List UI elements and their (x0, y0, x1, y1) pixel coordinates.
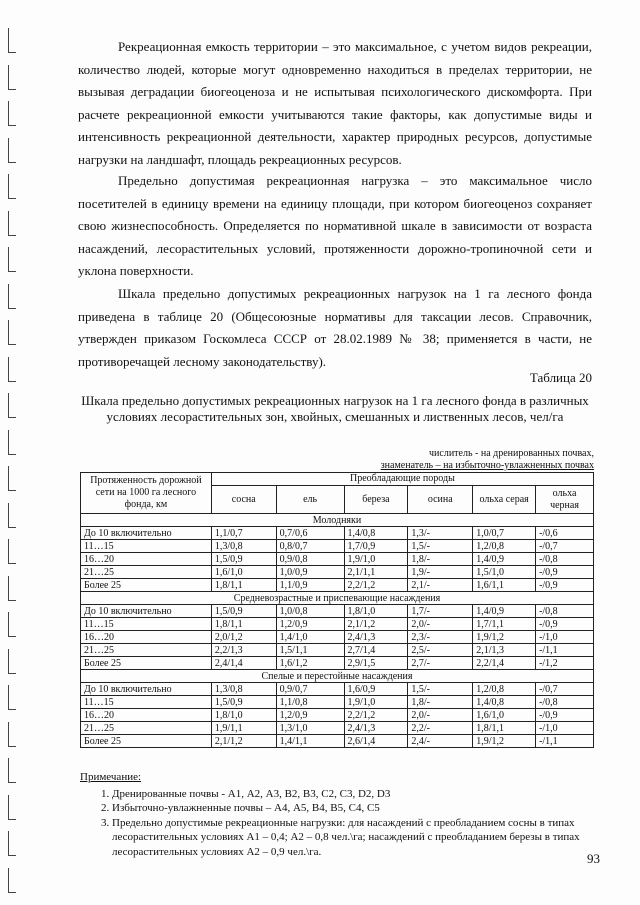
table-cell: 1,9/1,0 (344, 696, 408, 709)
header-species: ель (276, 486, 344, 514)
table-cell: 1,8/1,1 (211, 579, 276, 592)
table-number: Таблица 20 (529, 370, 592, 385)
table-cell: 1,5/- (408, 683, 473, 696)
table-cell: 1,9/1,2 (473, 735, 536, 748)
table-cell: 1,4/0,9 (473, 553, 536, 566)
table-cell: -/1,2 (536, 657, 594, 670)
section-title: Средневозрастные и приспевающие насаждения (81, 592, 594, 605)
legend-numerator: числитель - на дренированных почвах, (429, 448, 594, 459)
header-road-network: Протяженность дорожной сети на 1000 га лесного фонда, км (81, 473, 212, 514)
table-cell: 1,4/1,1 (276, 735, 344, 748)
table-cell: 1,3/1,0 (276, 722, 344, 735)
header-species: сосна (211, 486, 276, 514)
table-cell: -/0,7 (536, 540, 594, 553)
binding-mark (8, 28, 16, 53)
row-label: 16…20 (81, 709, 212, 722)
table-cell: 1,8/1,0 (211, 709, 276, 722)
table-cell: 1,2/0,8 (473, 540, 536, 553)
table-cell: 1,9/1,0 (344, 553, 408, 566)
table-cell: -/0,6 (536, 527, 594, 540)
table-legend (234, 448, 594, 472)
table-row (81, 540, 594, 553)
table-cell: 1,5/0,9 (211, 605, 276, 618)
table-cell: 2,4/1,4 (211, 657, 276, 670)
table-cell: 2,2/1,3 (211, 644, 276, 657)
table-cell: 1,8/1,0 (344, 605, 408, 618)
table-cell: 1,2/0,9 (276, 618, 344, 631)
table-cell: 0,9/0,8 (276, 553, 344, 566)
table-cell: -/0,9 (536, 566, 594, 579)
table-row (81, 618, 594, 631)
row-label: Более 25 (81, 657, 212, 670)
table-cell: 1,0/0,8 (276, 605, 344, 618)
table-row (81, 683, 594, 696)
binding-mark (8, 247, 16, 272)
table-cell: 2,5/- (408, 644, 473, 657)
table-cell: 0,7/0,6 (276, 527, 344, 540)
binding-mark (8, 722, 16, 747)
table-cell: 1,2/0,8 (473, 683, 536, 696)
table-cell: 2,4/1,3 (344, 722, 408, 735)
table-cell: 1,5/- (408, 540, 473, 553)
table-cell: 2,2/1,2 (344, 579, 408, 592)
paragraph-2: Предельно допустимая рекреационная нагрузка – это максимальное число посетителей в единицу времени на единицу площади, при котором биогеоценоз сохраняет свою жизнеспособность. Определяется по нормативной шкале в зависимости от возраста насаждений, лесорастительных условий, протяженности дорожно-тропиночной сети и уклона поверхности. (78, 173, 592, 279)
table-cell: 2,1/1,1 (344, 566, 408, 579)
table-cell: 0,8/0,7 (276, 540, 344, 553)
header-species: осина (408, 486, 473, 514)
table-cell: 1,6/1,2 (276, 657, 344, 670)
note-item: 3. Предельно допустимые рекреационные нагрузки: для насаждений с преобладанием сосны в типах лесорастительных условиях А1 – 0,4; А2 – 0,8 чел.\га; насаждений с преобладанием березы в типах лесорастительных условиях А2 – 0,9 чел.\га. (112, 816, 594, 860)
binding-mark (8, 138, 16, 163)
page-number: 93 (587, 851, 600, 866)
table-cell: 1,4/0,8 (473, 696, 536, 709)
notes-heading: Примечание: (80, 771, 142, 783)
table-cell: 1,1/0,9 (276, 579, 344, 592)
table-cell: 1,0/0,7 (473, 527, 536, 540)
section-title: Молодняки (81, 514, 594, 527)
table-cell: 2,2/1,2 (344, 709, 408, 722)
binding-mark (8, 685, 16, 710)
table-cell: -/1,1 (536, 644, 594, 657)
table-cell: 1,6/1,0 (473, 709, 536, 722)
table-cell: 1,7/0,9 (344, 540, 408, 553)
binding-mark (8, 649, 16, 674)
table-cell: 1,4/1,0 (276, 631, 344, 644)
table-cell: 1,1/0,8 (276, 696, 344, 709)
table-cell: 2,1/1,3 (473, 644, 536, 657)
header-species: ольха серая (473, 486, 536, 514)
table-row (81, 735, 594, 748)
table-cell: 2,0/1,2 (211, 631, 276, 644)
binding-mark (8, 612, 16, 637)
notes (80, 770, 594, 859)
row-label: 16…20 (81, 631, 212, 644)
row-label: 11…15 (81, 696, 212, 709)
binding-mark (8, 758, 16, 783)
row-label: 21…25 (81, 566, 212, 579)
row-label: 11…15 (81, 618, 212, 631)
table-row (81, 553, 594, 566)
table-cell: 1,1/0,7 (211, 527, 276, 540)
table-cell: -/0,7 (536, 683, 594, 696)
table-cell: 2,9/1,5 (344, 657, 408, 670)
binding-mark (8, 357, 16, 382)
table-cell: 1,6/1,1 (473, 579, 536, 592)
table-cell: -/0,8 (536, 553, 594, 566)
table-cell: 1,9/- (408, 566, 473, 579)
table-cell: 2,1/1,2 (344, 618, 408, 631)
table-row (81, 579, 594, 592)
row-label: 21…25 (81, 722, 212, 735)
table-row (81, 696, 594, 709)
recreation-load-table (80, 472, 594, 748)
table-cell: 2,0/- (408, 709, 473, 722)
table-cell: 1,5/1,1 (276, 644, 344, 657)
table-cell: 1,0/0,9 (276, 566, 344, 579)
note-item: 1. Дренированные почвы - А1, А2, А3, В2, В3, С2, С3, D2, D3 (112, 787, 594, 802)
header-species: береза (344, 486, 408, 514)
table-cell: 1,5/0,9 (211, 553, 276, 566)
table-cell: -/0,9 (536, 709, 594, 722)
table-cell: 2,1/- (408, 579, 473, 592)
table-cell: -/0,9 (536, 618, 594, 631)
table-cell: 1,4/0,8 (344, 527, 408, 540)
table-cell: 1,8/- (408, 553, 473, 566)
table-cell: 1,8/1,1 (473, 722, 536, 735)
table-cell: 2,7/1,4 (344, 644, 408, 657)
table-cell: 2,6/1,4 (344, 735, 408, 748)
binding-mark (8, 831, 16, 856)
note-item: 2. Избыточно-увлажненные почвы – А4, А5, В4, В5, С4, С5 (112, 801, 594, 816)
table-cell: 2,4/1,3 (344, 631, 408, 644)
binding-mark (8, 101, 16, 126)
paragraph-1: Рекреационная емкость территории – это максимальное, с учетом видов рекреации, количество людей, которые могут одновременно находиться в пределах территории, не вызывая деградации биогеоценоза и не испытывая психологического дискомфорта. При расчете рекреационной емкости учитываются такие факторы, как допустимые виды и интенсивность рекреационной деятельности, характер природных ресурсов, допустимые нагрузки на ландшафт, площадь рекреационных ресурсов. (78, 39, 592, 167)
table-cell: 1,9/1,1 (211, 722, 276, 735)
row-label: 16…20 (81, 553, 212, 566)
table-cell: 1,6/1,0 (211, 566, 276, 579)
binding-mark (8, 795, 16, 820)
header-species-group: Преобладающие породы (211, 473, 593, 486)
table-cell: 2,7/- (408, 657, 473, 670)
table-cell: 1,7/- (408, 605, 473, 618)
table-cell: 1,5/0,9 (211, 696, 276, 709)
binding-mark (8, 503, 16, 528)
binding-mark (8, 211, 16, 236)
binding-mark (8, 320, 16, 345)
table-cell: 1,3/- (408, 527, 473, 540)
row-label: 11…15 (81, 540, 212, 553)
table-cell: 1,9/1,2 (473, 631, 536, 644)
header-species: ольха черная (536, 486, 594, 514)
row-label: Более 25 (81, 579, 212, 592)
table-cell: 1,6/0,9 (344, 683, 408, 696)
row-label: 21…25 (81, 644, 212, 657)
table-row (81, 605, 594, 618)
table-cell: -/0,8 (536, 605, 594, 618)
table-row (81, 722, 594, 735)
table-cell: 1,2/0,9 (276, 709, 344, 722)
legend-denominator: знаменатель – на избыточно-увлажненных почвах (380, 460, 594, 471)
binding-mark (8, 868, 16, 893)
row-label: До 10 включительно (81, 605, 212, 618)
table-cell: 1,3/0,8 (211, 683, 276, 696)
table-cell: -/1,0 (536, 722, 594, 735)
table-row (81, 566, 594, 579)
table-cell: -/0,8 (536, 696, 594, 709)
section-title: Спелые и перестойные насаждения (81, 670, 594, 683)
binding-mark (8, 284, 16, 309)
table-row (81, 644, 594, 657)
binding-mark (8, 430, 16, 455)
table-cell: 2,2/1,4 (473, 657, 536, 670)
table-cell: 2,1/1,2 (211, 735, 276, 748)
row-label: До 10 включительно (81, 527, 212, 540)
table-cell: 1,8/1,1 (211, 618, 276, 631)
table-cell: 2,3/- (408, 631, 473, 644)
table-cell: 2,4/- (408, 735, 473, 748)
table-cell: 1,7/1,1 (473, 618, 536, 631)
table-row (81, 657, 594, 670)
row-label: Более 25 (81, 735, 212, 748)
row-label: До 10 включительно (81, 683, 212, 696)
binding-mark (8, 393, 16, 418)
binding-mark (8, 65, 16, 90)
table-cell: 2,0/- (408, 618, 473, 631)
binding-margin-marks (6, 0, 18, 905)
table-cell: 1,4/0,9 (473, 605, 536, 618)
binding-mark (8, 174, 16, 199)
table-cell: -/1,1 (536, 735, 594, 748)
table-cell: 1,3/0,8 (211, 540, 276, 553)
table-cell: 1,8/- (408, 696, 473, 709)
table-cell: 2,2/- (408, 722, 473, 735)
binding-mark (8, 539, 16, 564)
table-row (81, 527, 594, 540)
binding-mark (8, 466, 16, 491)
paragraph-3: Шкала предельно допустимых рекреационных нагрузок на 1 га лесного фонда приведена в таблице 20 (Общесоюзные нормативы для таксации лесов. Справочник, утвержден приказом Госкомлеса СССР от 28.02.1989 № 38; применяется в части, не противоречащей лесному законодательству). (78, 286, 592, 369)
table-title: Шкала предельно допустимых рекреационных нагрузок на 1 га лесного фонда в различных условиях лесорастительных зон, хвойных, смешанных и лиственных лесов, чел/га (81, 393, 589, 424)
table-cell: -/1,0 (536, 631, 594, 644)
table-cell: 0,9/0,7 (276, 683, 344, 696)
binding-mark (8, 576, 16, 601)
table-row (81, 709, 594, 722)
table-row (81, 631, 594, 644)
table-cell: 1,5/1,0 (473, 566, 536, 579)
table-cell: -/0,9 (536, 579, 594, 592)
